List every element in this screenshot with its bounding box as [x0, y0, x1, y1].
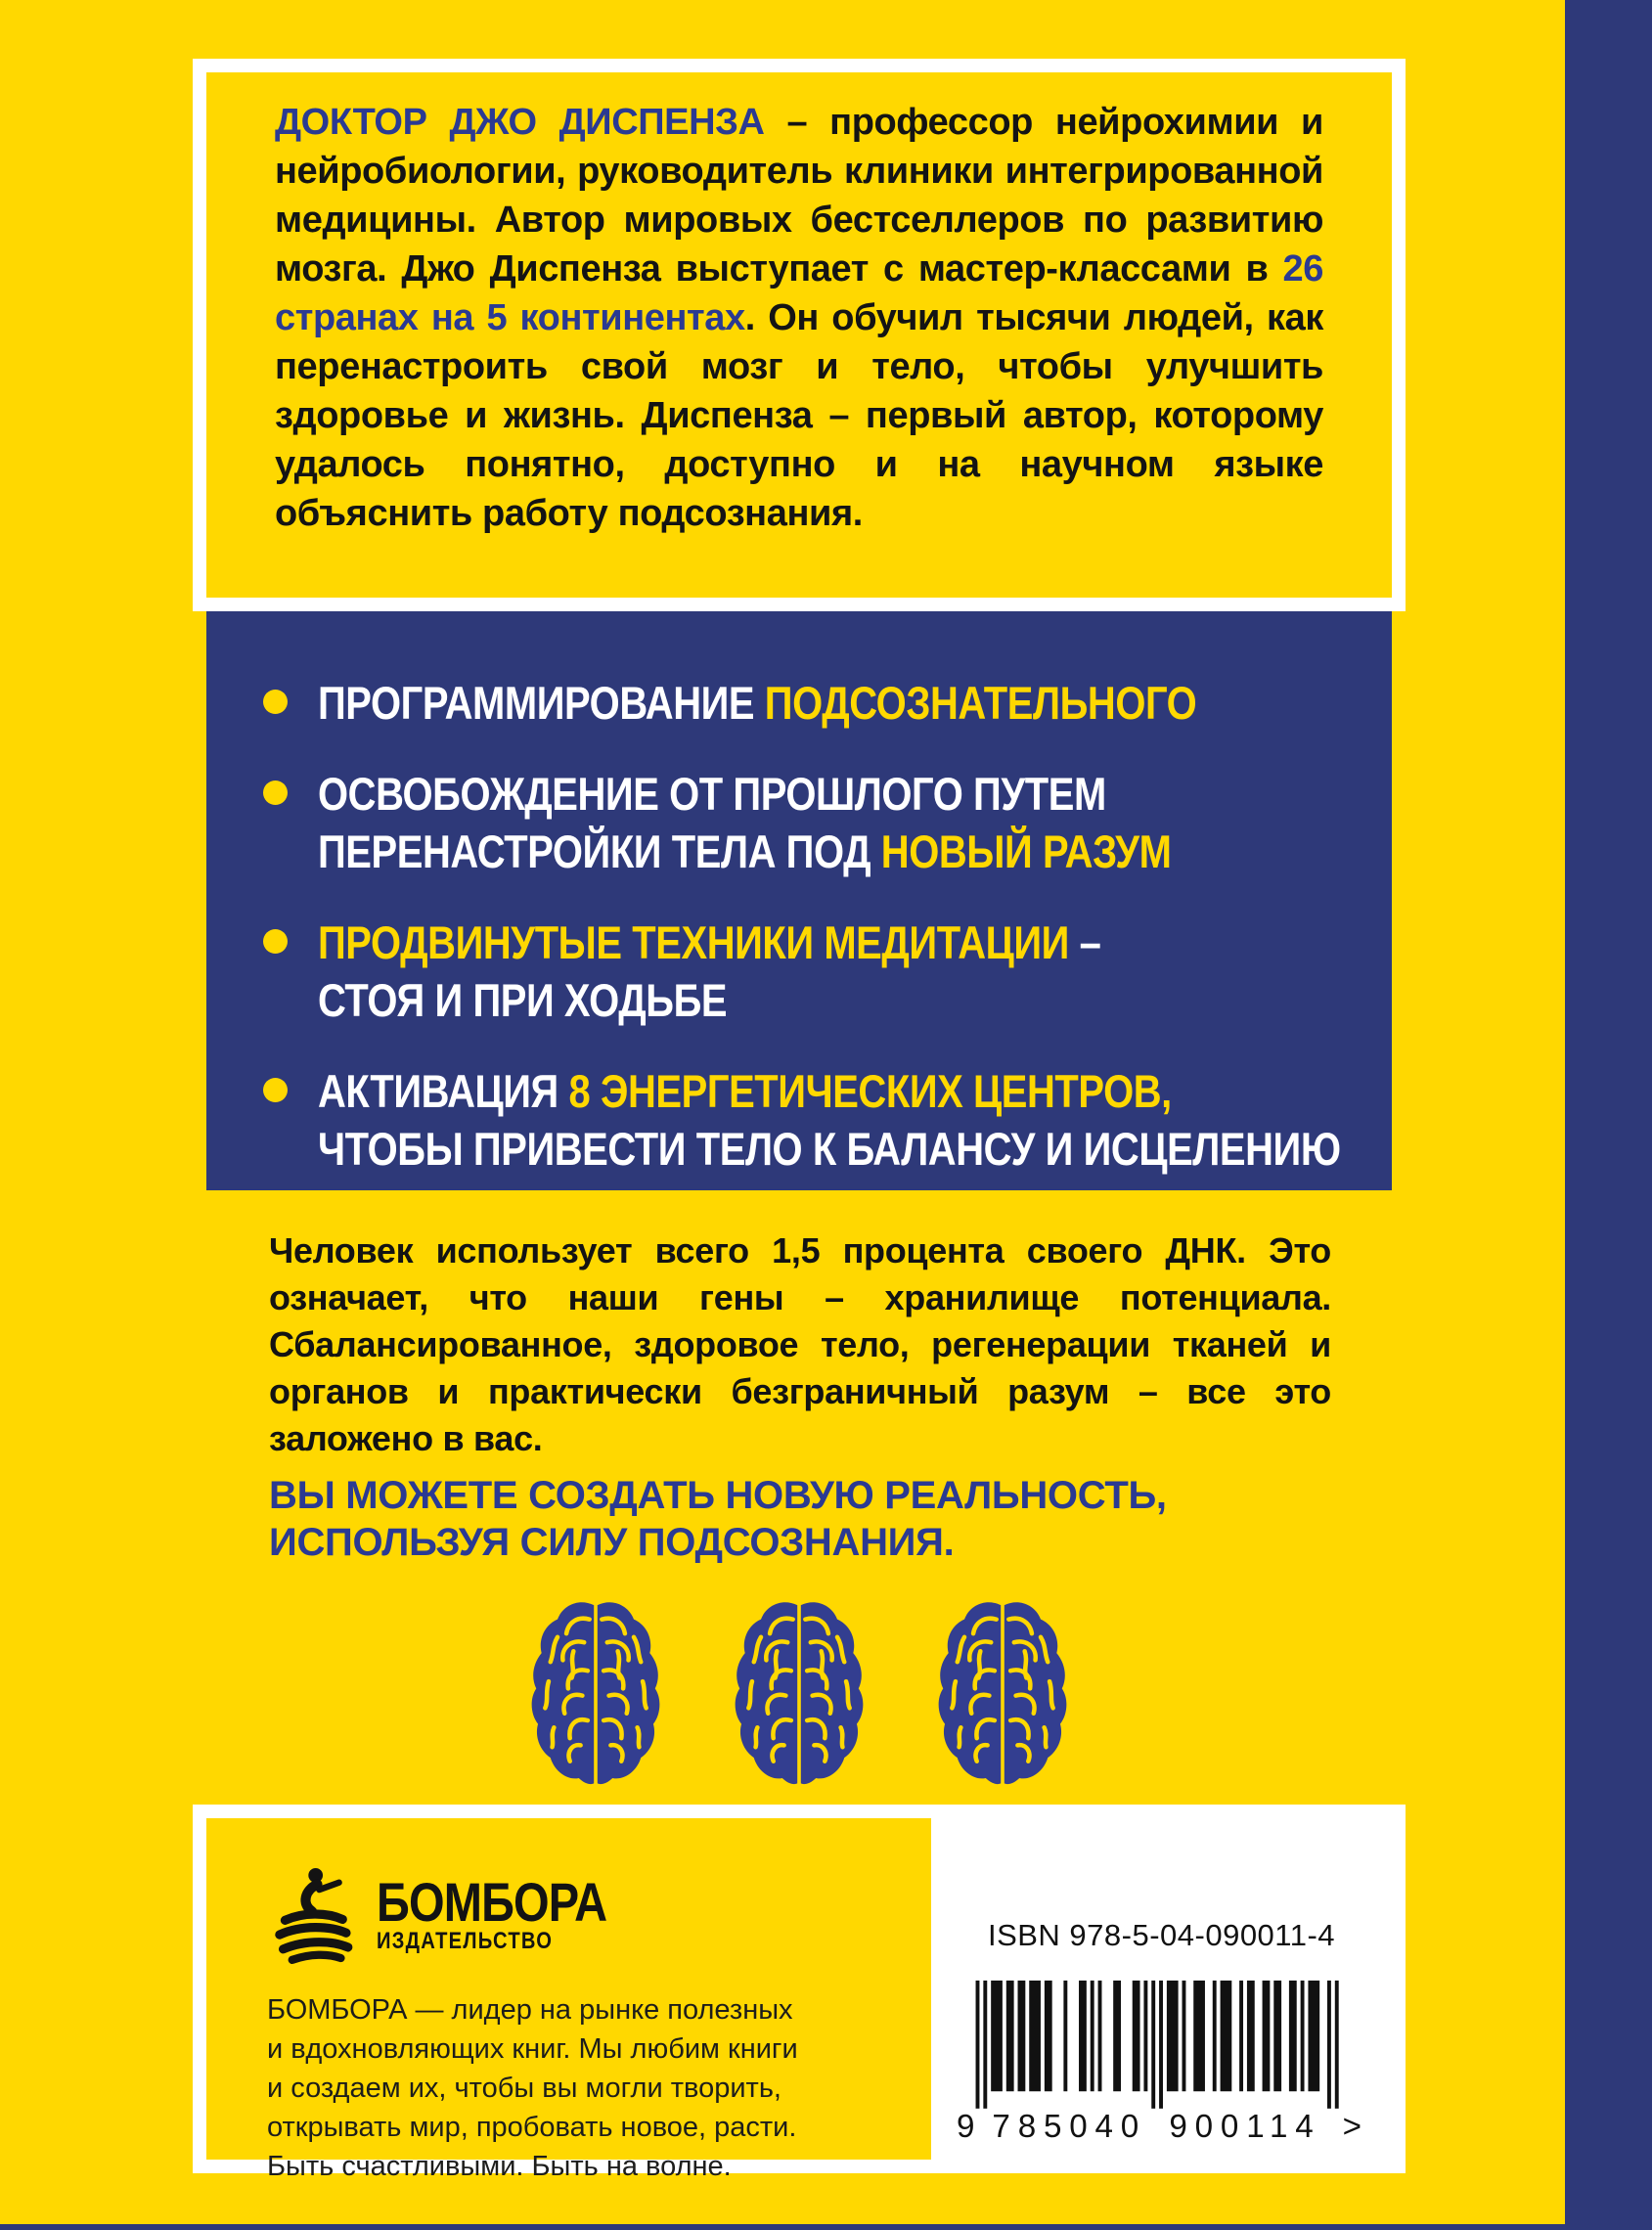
barcode-digit-first: 9 [956, 2109, 974, 2146]
feature-2-accent: НОВЫЙ РАЗУМ [880, 825, 1172, 877]
bombora-surfer-icon [267, 1861, 357, 1965]
author-bio-text-2: . Он обучил тысячи людей, как перенастроить свой мозг и тело, чтобы улучшить здоровье и жизнь. Диспенза – первый автор, которому удалось понятно, доступно и на научном языке объяснить работу подсознания. [275, 297, 1324, 534]
barcode-digits-group1: 785040 [991, 2109, 1146, 2146]
feature-2-text-line2: ПЕРЕНАСТРОЙКИ ТЕЛА ПОД [318, 825, 881, 877]
dna-paragraph: Человек использует всего 1,5 процента своего ДНК. Это означает, что наши гены – хранилище потенциала. Сбалансированное, здоровое тело, регенерации тканей и органов и практически безграничный разум – все это заложено в вас. [269, 1230, 1331, 1458]
dna-highlight-line1: ВЫ МОЖЕТЕ СОЗДАТЬ НОВУЮ РЕАЛЬНОСТЬ, [269, 1474, 1167, 1517]
feature-4-accent: 8 ЭНЕРГЕТИЧЕСКИХ ЦЕНТРОВ, [568, 1065, 1172, 1117]
isbn-panel [931, 1818, 1392, 2160]
author-bio-paragraph [275, 98, 1323, 538]
bullet-dot-icon [263, 1078, 288, 1102]
brains-box [206, 1580, 1392, 1805]
bottom-edge [0, 2224, 1652, 2230]
feature-1-accent: ПОДСОЗНАТЕЛЬНОГО [764, 677, 1197, 729]
author-stats-accent: 26 странах на 5 континентах [275, 248, 1323, 338]
bullet-dot-icon [263, 690, 288, 714]
features-list [263, 674, 1353, 1178]
feature-item-1 [263, 674, 1353, 732]
brain-icon [733, 1594, 866, 1790]
about-line: открывать мир, пробовать новое, расти. [267, 2112, 797, 2143]
publisher-subtitle: ИЗДАТЕЛЬСТВО [377, 1928, 554, 1954]
brain-icon [529, 1594, 662, 1790]
publisher-name: БОМБОРА [377, 1871, 607, 1933]
barcode-digits-group2: 900114 [1168, 2109, 1321, 2146]
author-box [193, 59, 1406, 611]
feature-4-text-line1: АКТИВАЦИЯ [318, 1065, 569, 1117]
isbn-text: ISBN 978-5-04-090011-4 [987, 1918, 1336, 1952]
feature-item-4 [263, 1062, 1353, 1178]
publisher-row [193, 1805, 1406, 2182]
feature-3-accent: ПРОДВИНУТЫЕ ТЕХНИКИ МЕДИТАЦИИ [318, 916, 1069, 968]
about-line: Быть счастливыми. Быть на волне. [267, 2151, 732, 2182]
feature-2-text-line1: ОСВОБОЖДЕНИЕ ОТ ПРОШЛОГО ПУТЕМ [318, 768, 1106, 820]
author-name: ДОКТОР ДЖО ДИСПЕНЗА [275, 102, 787, 143]
publisher-box [206, 1818, 931, 2182]
author-bio-text-1: – профессор нейрохимии и нейробиологии, руководитель клиники интегрированной медицины. Автор мировых бестселлеров по развитию мозга. Джо Диспенза выступает с мастер-классами в [275, 102, 1323, 290]
feature-item-3 [263, 914, 1353, 1029]
brain-icon [936, 1594, 1069, 1790]
features-box [206, 611, 1392, 1190]
author-box-inner [206, 72, 1392, 598]
feature-4-text-line2: ЧТОБЫ ПРИВЕСТИ ТЕЛО К БАЛАНСУ И ИСЦЕЛЕНИЮ [318, 1123, 1341, 1175]
bullet-dot-icon [263, 780, 288, 805]
ean13-barcode [957, 1973, 1367, 2147]
dna-box [206, 1204, 1392, 1566]
publisher-about [267, 1990, 931, 2186]
about-line: и вдохновляющих книг. Мы любим книги [267, 2033, 798, 2065]
barcode-arrow: > [1342, 2109, 1362, 2146]
dna-highlight-line2: ИСПОЛЬЗУЯ СИЛУ ПОДСОЗНАНИЯ. [269, 1521, 955, 1564]
about-line: и создаем их, чтобы вы могли творить, [267, 2073, 781, 2104]
feature-item-2 [263, 765, 1353, 880]
publisher-logo [267, 1861, 931, 1965]
publisher-logo-text [377, 1871, 607, 1955]
bullet-dot-icon [263, 929, 288, 954]
feature-3-dash: – [1068, 916, 1101, 968]
about-line: БОМБОРА — лидер на рынке полезных [267, 1994, 793, 2026]
feature-3-text-line2: СТОЯ И ПРИ ХОДЬБЕ [318, 974, 728, 1026]
spine-stripe [1565, 0, 1652, 2230]
feature-1-text: ПРОГРАММИРОВАНИЕ [318, 677, 765, 729]
